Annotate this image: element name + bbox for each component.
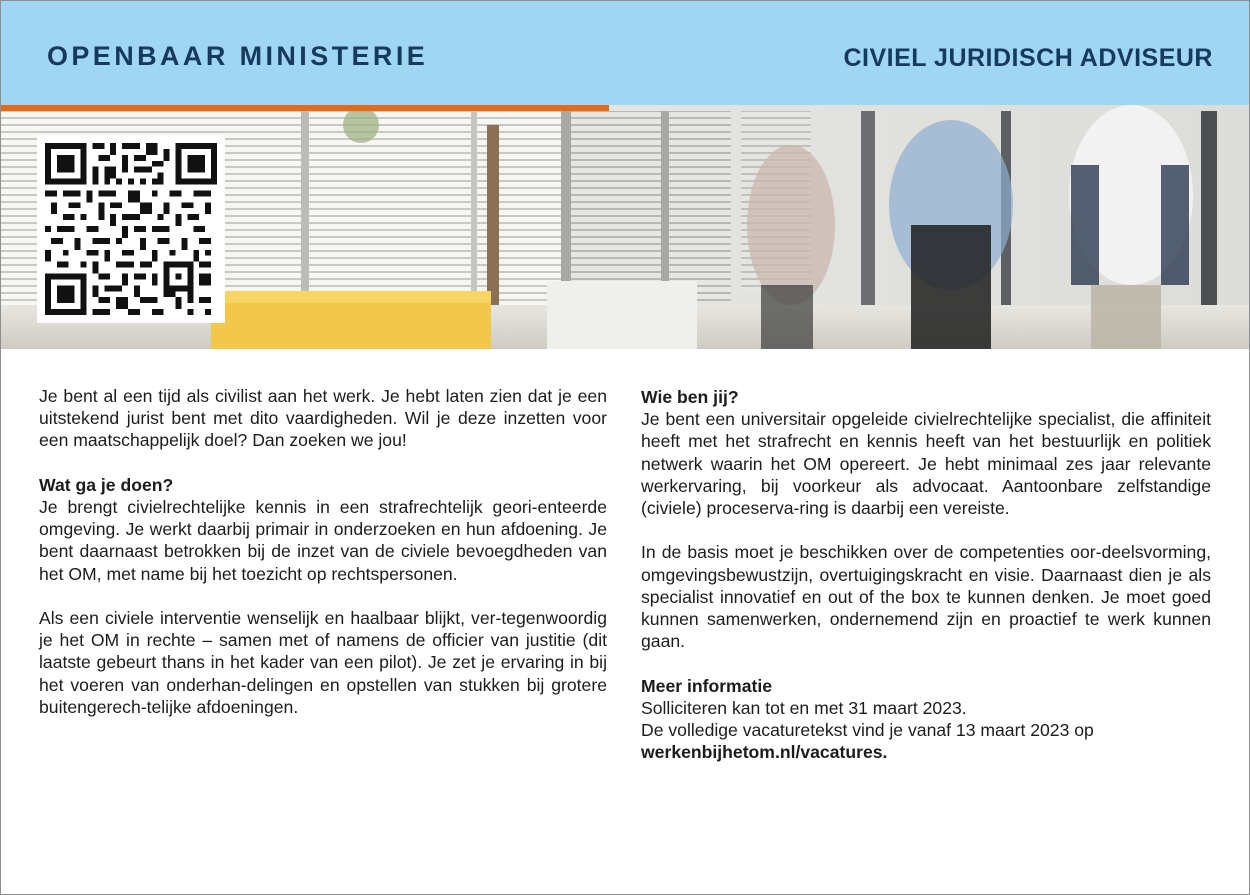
section-heading-wat-ga-je-doen: Wat ga je doen? (39, 474, 174, 495)
section-paragraph: Als een civiele interventie wenselijk en haalbaar blijkt, ver-tegenwoordig je het OM in rechte – samen met of namens de officier van justitie (dit laatste gebeurt thans in het kader van een pilot). Je zet je ervaring in bij het voeren van onderhan-delingen en opstellen van stukken bij grotere buitengerech-telijke afdoeningen. (39, 608, 607, 717)
header-banner (1, 1, 1249, 105)
section-paragraph: In de basis moet je beschikken over de competenties oor-deelsvorming, omgevingsbewustzijn, overtuigingskracht en visie. Daarnaast dien je als specialist innovatief en out of the box te kunnen denken. Je moet goed kunnen samenwerken, ondernemend zijn en proactief te werk kunnen gaan. (641, 542, 1211, 652)
orange-accent-bar (1, 105, 609, 111)
job-title: CIVIEL JURIDISCH ADVISEUR (843, 44, 1213, 72)
right-column (641, 386, 1211, 763)
qr-code[interactable] (37, 135, 225, 323)
section-heading-meer-informatie: Meer informatie (641, 675, 773, 696)
organization-name: OPENBAAR MINISTERIE (47, 41, 429, 71)
intro-paragraph: Je bent al een tijd als civilist aan het werk. Je hebt laten zien dat je een uitstekend jurist bent met dito vaardigheden. Wil je deze inzetten voor een maatschappelijk doel? Dan zoeken we jou! (39, 386, 607, 451)
section-paragraph: Je brengt civielrechtelijke kennis in een strafrechtelijk geori-enteerde omgeving. Je werkt daarbij primair in onderzoeken en hun afdoening. Je bent daarnaast betrokken bij de inzet van de civiele bevoegdheden van het OM, met name bij het toezicht op rechtspersonen. (39, 497, 607, 584)
section-paragraph: Je bent een universitair opgeleide civielrechtelijke specialist, die affiniteit heeft met het strafrecht en kennis heeft van het bestuurlijk en politiek netwerk waarin het OM opereert. Je hebt minimaal zes jaar relevante werkervaring, bij voorkeur als advocaat. Aantoonbare zelfstandige (civiele) proceserva-ring is daarbij een vereiste. (641, 409, 1211, 519)
vacancy-url-link[interactable]: werkenbijhetom.nl/vacatures. (641, 742, 888, 763)
section-heading-wie-ben-jij: Wie ben jij? (641, 387, 739, 407)
application-deadline: Solliciteren kan tot en met 31 maart 2023. (641, 697, 967, 718)
vacancy-text-availability: De volledige vacaturetekst vind je vanaf 13 maart 2023 op (641, 720, 1094, 741)
left-column (39, 385, 607, 740)
